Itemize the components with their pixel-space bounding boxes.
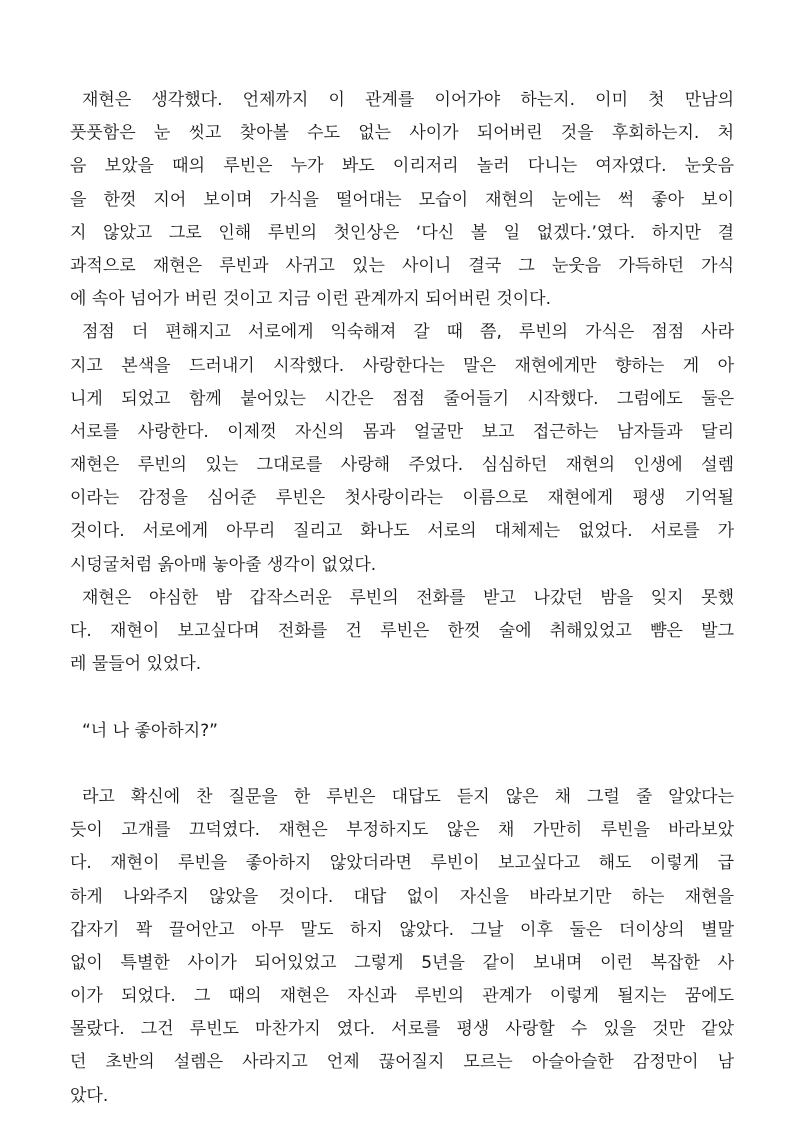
text-line: 없이 특별한 사이가 되어있었고 그렇게 5년을 같이 보내며 이런 복잡한 사 [70,952,734,973]
text-line: 갑자기 꽉 끌어안고 아무 말도 하지 않았다. 그날 이후 둘은 더이상의 별말 [70,919,734,940]
paragraph-spacer [70,748,734,781]
dialogue [70,715,734,748]
paragraph [70,84,734,316]
text-line: 에 속아 넘어가 버린 것이고 지금 이런 관계까지 되어버린 것이다. [70,289,552,310]
text-line: 라고 확신에 찬 질문을 한 루빈은 대답도 듣지 않은 채 그럴 줄 알았다는 [82,786,734,807]
text-line: 을 한껏 지어 보이며 가식을 떨어대는 모습이 재현의 눈에는 썩 좋아 보이 [70,189,734,210]
text-line: 듯이 고개를 끄덕였다. 재현은 부정하지도 않은 채 가만히 루빈을 바라보았 [70,820,734,841]
text-line: 재현은 야심한 밤 갑작스러운 루빈의 전화를 받고 나갔던 밤을 잊지 못했 [82,587,734,608]
text-line: 았다. [70,1085,109,1106]
paragraph [70,582,734,682]
text-line: 이라는 감정을 심어준 루빈은 첫사랑이라는 이름으로 재현에게 평생 기억될 [70,488,734,509]
text-line: 음 보았을 때의 루빈은 누가 봐도 이리저리 놀러 다니는 여자였다. 눈웃음 [70,156,734,177]
paragraph-spacer [70,681,734,714]
dialogue-line: “너 나 좋아하지?” [82,720,218,741]
text-line: 다. 재현이 보고싶다며 전화를 건 루빈은 한껏 술에 취해있었고 뺨은 발그 [70,621,734,641]
text-line: 점점 더 편해지고 서로에게 익숙해져 갈 때 쯤, 루빈의 가식은 점점 사라 [82,322,734,343]
paragraph [70,781,734,1113]
paragraph [70,316,734,582]
text-line: 지 않았고 그로 인해 루빈의 첫인상은 ‘다신 볼 일 없겠다.’였다. 하지만 결 [70,222,734,243]
text-line: 것이다. 서로에게 아무리 질리고 화나도 서로의 대체제는 없었다. 서로를 가 [70,521,734,542]
text-line: 과적으로 재현은 루빈과 사귀고 있는 사이니 결국 그 눈웃음 가득하던 가식 [70,255,734,276]
text-line: 다. 재현이 루빈을 좋아하지 않았더라면 루빈이 보고싶다고 해도 이렇게 급 [70,853,734,874]
text-line: 재현은 생각했다. 언제까지 이 관계를 이어가야 하는지. 이미 첫 만남의 [82,90,734,110]
text-line: 니게 되었고 함께 붙어있는 시간은 점점 줄어들기 시작했다. 그럼에도 둘은 [70,388,734,409]
text-line: 이가 되었다. 그 때의 재현은 자신과 루빈의 관계가 이렇게 될지는 꿈에도 [70,986,734,1007]
text-line: 서로를 사랑한다. 이제껏 자신의 몸과 얼굴만 보고 접근하는 남자들과 달리 [70,421,734,442]
text-line: 던 초반의 설렘은 사라지고 언제 끊어질지 모르는 아슬아슬한 감정만이 남 [70,1052,734,1073]
text-line: 풋풋함은 눈 씻고 찾아볼 수도 없는 사이가 되어버린 것을 후회하는지. 처 [70,123,734,144]
story-text [70,84,734,1113]
text-line: 하게 나와주지 않았을 것이다. 대답 없이 자신을 바라보기만 하는 재현을 [70,886,734,907]
text-line: 지고 본색을 드러내기 시작했다. 사랑한다는 말은 재현에게만 향하는 게 아 [70,355,734,376]
text-line: 재현은 루빈의 있는 그대로를 사랑해 주었다. 심심하던 재현의 인생에 설렘 [70,455,734,476]
text-line: 레 물들어 있었다. [70,654,202,675]
text-line: 몰랐다. 그건 루빈도 마찬가지 였다. 서로를 평생 사랑할 수 있을 것만 같았 [70,1019,734,1040]
text-line: 시덩굴처럼 옭아매 놓아줄 생각이 없었다. [70,554,377,575]
